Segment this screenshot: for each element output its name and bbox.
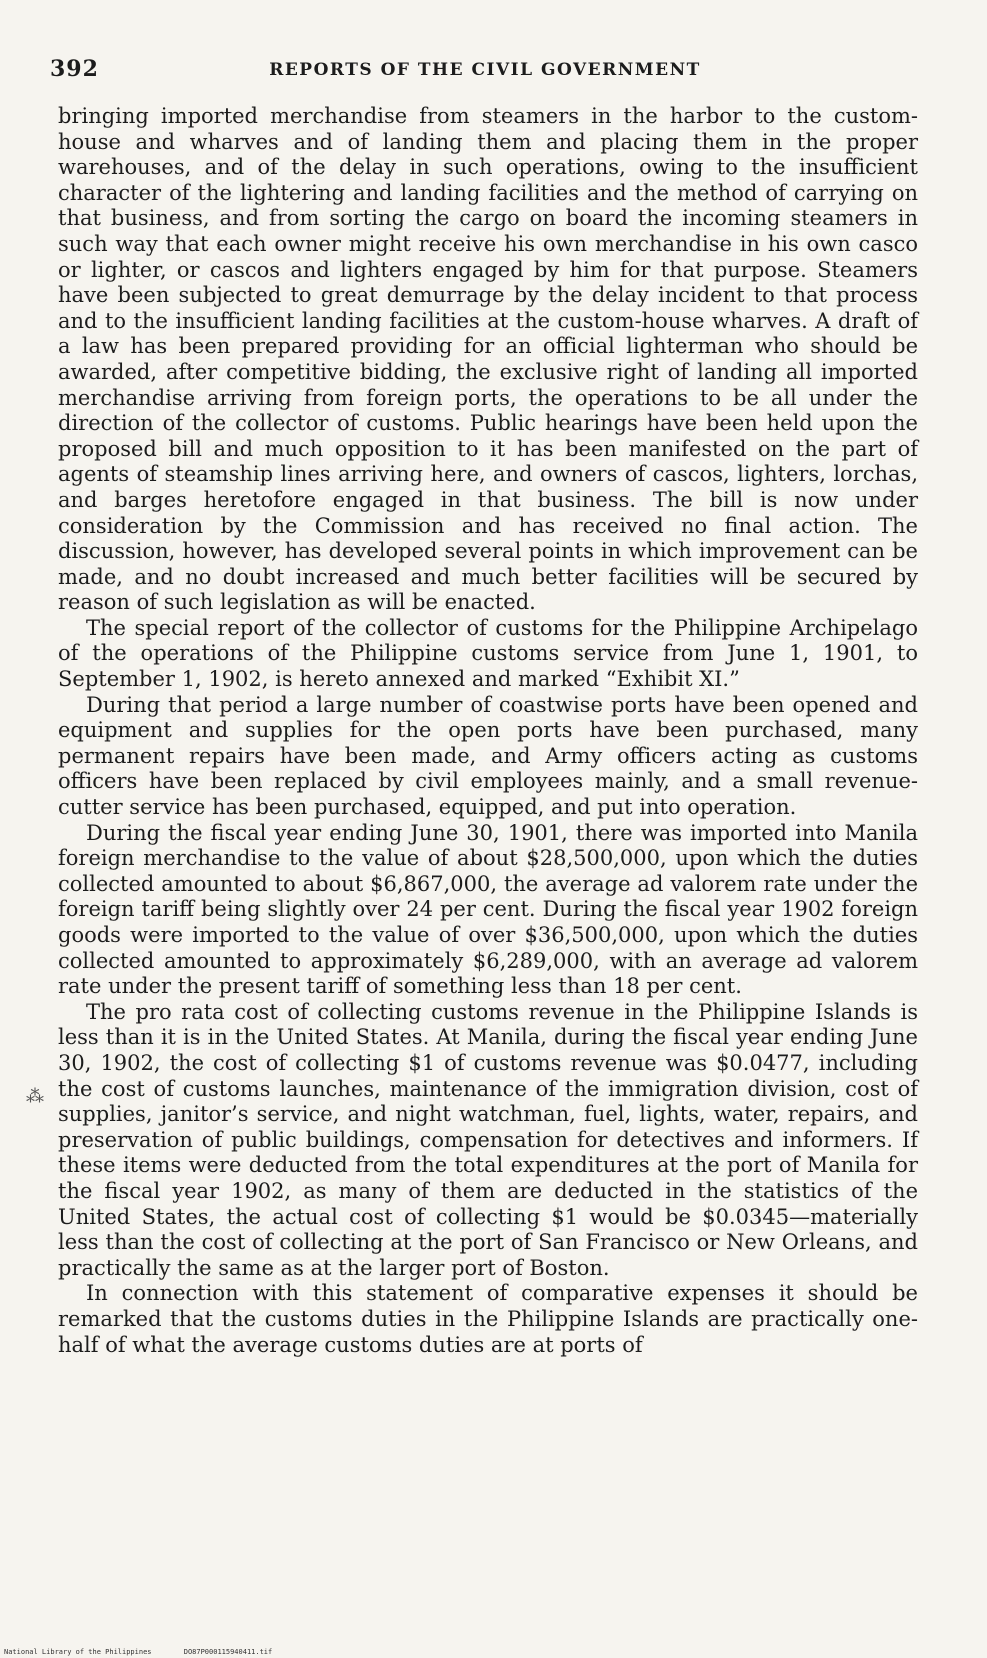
- paragraph-6: In connection with this statement of comparative expenses it should be remarked that the customs duties in the Philippine Islands are practically one-half of what the average customs duties are at ports of: [58, 1281, 918, 1357]
- margin-smudge: ⁂: [26, 1086, 44, 1107]
- running-head: REPORTS OF THE CIVIL GOVERNMENT: [269, 60, 701, 80]
- page-number: 392: [50, 56, 99, 82]
- paragraph-2: The special report of the collector of customs for the Philippine Archipelago of the operations of the Philippine customs service from June 1, 1901, to September 1, 1902, is hereto annexed and marked “Exhibit XI.”: [58, 615, 918, 692]
- footer-file-id: DO87P000115940411.tif: [183, 1648, 273, 1656]
- paragraph-3: During that period a large number of coastwise ports have been opened and equipment and supplies for the open ports have been purchased, many permanent repairs have been made, and Army officers acting as customs officers have been replaced by civil employees mainly, and a small revenue-cutter service has been purchased, equipped, and put into operation.: [58, 692, 918, 820]
- paragraph-1: bringing imported merchandise from steamers in the harbor to the custom-house and wharves and of landing them and placing them in the proper warehouses, and of the delay in such operations, owing to the insufficient character of the lightering and landing facilities and the method of carrying on that business, and from sorting the cargo on board the incoming steamers in such way that each owner might receive his own merchandise in his own casco or lighter, or cascos and lighters engaged by him for that purpose. Steamers have been subjected to great demurrage by the delay incident to that process and to the insufficient landing facilities at the custom-house wharves. A draft of a law has been prepared providing for an official lighterman who should be awarded, after competitive bidding, the exclusive right of landing all imported merchandise arriving from foreign ports, the operations to be all under the direction of the collector of customs. Public hearings have been held upon the proposed bill and much opposition to it has been manifested on the part of agents of steamship lines arriving here, and owners of cascos, lighters, lorchas, and barges heretofore engaged in that business. The bill is now under consideration by the Commission and has received no final action. The discussion, however, has developed several points in which improvement can be made, and no doubt increased and much better facilities will be secured by reason of such legislation as will be enacted.: [58, 104, 918, 615]
- paragraph-4: During the fiscal year ending June 30, 1901, there was imported into Manila foreign merchandise to the value of about $28,500,000, upon which the duties collected amounted to about $6,867,000, the average ad valorem rate under the foreign tariff being slightly over 24 per cent. During the fiscal year 1902 foreign goods were imported to the value of over $36,500,000, upon which the duties collected amounted to approximately $6,289,000, with an average ad valorem rate under the present tariff of something less than 18 per cent.: [58, 820, 918, 999]
- paragraph-5: The pro rata cost of collecting customs revenue in the Philippine Islands is less than it is in the United States. At Manila, during the fiscal year ending June 30, 1902, the cost of collecting $1 of customs revenue was $0.0477, including the cost of customs launches, maintenance of the immigration division, cost of supplies, janitor’s service, and night watchman, fuel, lights, water, repairs, and preservation of public buildings, compensation for detectives and informers. If these items were deducted from the total expenditures at the port of Manila for the fiscal year 1902, as many of them are deducted in the statistics of the United States, the actual cost of collecting $1 would be $0.0345—materially less than the cost of collecting at the port of San Francisco or New Orleans, and practically the same as at the larger port of Boston.: [58, 999, 918, 1280]
- footer-library: National Library of the Philippines: [4, 1648, 152, 1656]
- scan-footer: [4, 1648, 300, 1656]
- page-header: [50, 56, 920, 88]
- body-text: [58, 104, 918, 1358]
